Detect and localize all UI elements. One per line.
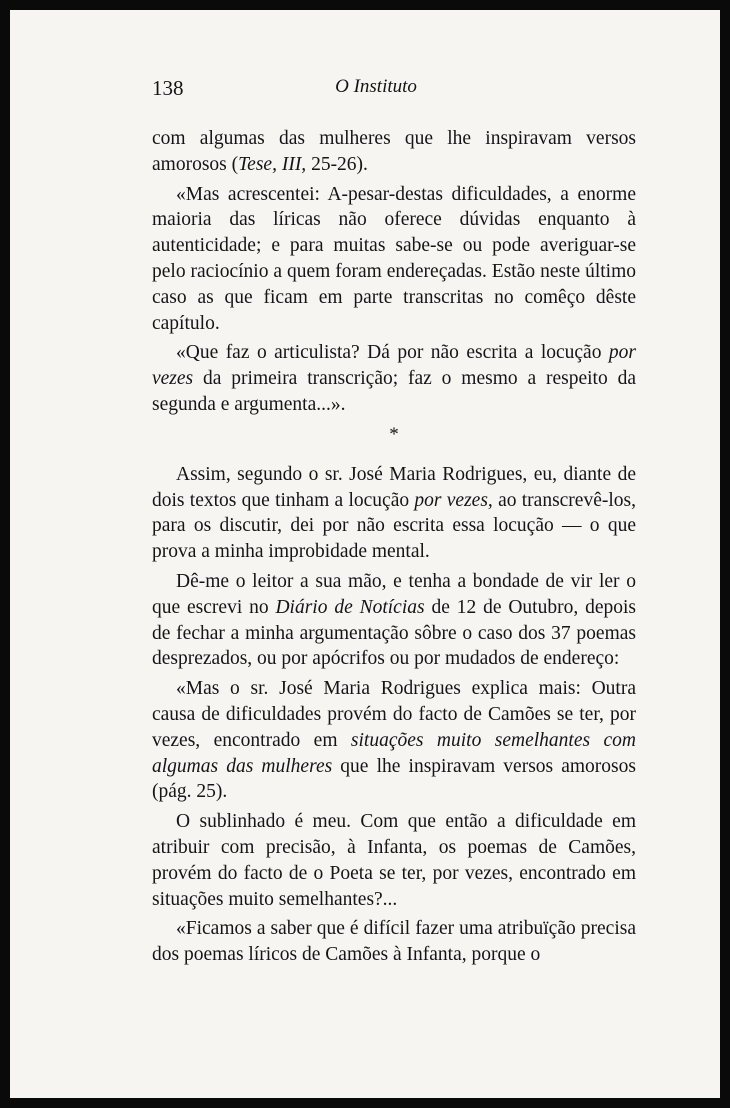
paragraph-1: com algumas das mulheres que lhe inspiravam versos amorosos (Tese, III, 25-26). <box>152 128 636 175</box>
emphasis: situações muito semelhantes com algumas das mulheres <box>152 729 636 777</box>
page-number: 138 <box>152 76 184 100</box>
section-separator: * <box>389 423 399 445</box>
newspaper-title: Diário de Notícias <box>275 596 425 618</box>
book-page <box>10 10 720 1098</box>
emphasis: por vezes, <box>414 489 493 511</box>
paragraph-4: Assim, segundo o sr. José Maria Rodrigues, eu, diante de dois textos que tinham a locução por vezes, ao transcrevê-los, para os discutir, dei por não escrita essa locução — o que prova a minha improbidade mental. <box>152 463 636 563</box>
paragraph-8: «Ficamos a saber que é difícil fazer uma atribuïção precisa dos poemas líricos de Camões à Infanta, porque o <box>152 918 636 966</box>
paragraph-2: «Mas acrescentei: A-pesar-destas dificuldades, a enorme maioria das líricas não oferece dúvidas enquanto à autenticidade; e para muitas sabe-se ou pode averiguar-se pelo raciocínio a quem foram endereçadas. Estão neste último caso as que ficam em parte transcritas no comêço dêste capítulo. <box>152 183 636 334</box>
paragraph-7: O sublinhado é meu. Com que então a dificuldade em atribuir com precisão, à Infanta, os poemas de Camões, provém do facto de o Poeta se ter, por vezes, encontrado em situações muito semelhantes?... <box>152 811 636 910</box>
paragraph-5: Dê-me o leitor a sua mão, e tenha a bondade de vir ler o que escrevi no Diário de Notícias de 12 de Outubro, depois de fechar a minha argumentação sôbre o caso dos 37 poemas desprezados, ou por apócrifos ou por mudados de endereço: <box>152 570 636 670</box>
paragraph-6: «Mas o sr. José Maria Rodrigues explica mais: Outra causa de dificuldades provém do facto de Camões se ter, por vezes, encontrado em situações muito semelhantes com algumas das mulheres que lhe inspiravam versos amorosos (pág. 25). <box>152 678 636 803</box>
emphasis: por vezes <box>152 342 636 390</box>
paragraph-3: «Que faz o articulista? Dá por não escrita a locução por vezes da primeira transcrição; faz o mesmo a respeito da segunda e argumenta...». <box>152 342 636 415</box>
page-header <box>152 76 600 106</box>
citation: Tese, III, <box>238 153 307 175</box>
running-head: O Instituto <box>335 76 417 97</box>
body-text <box>152 126 636 972</box>
